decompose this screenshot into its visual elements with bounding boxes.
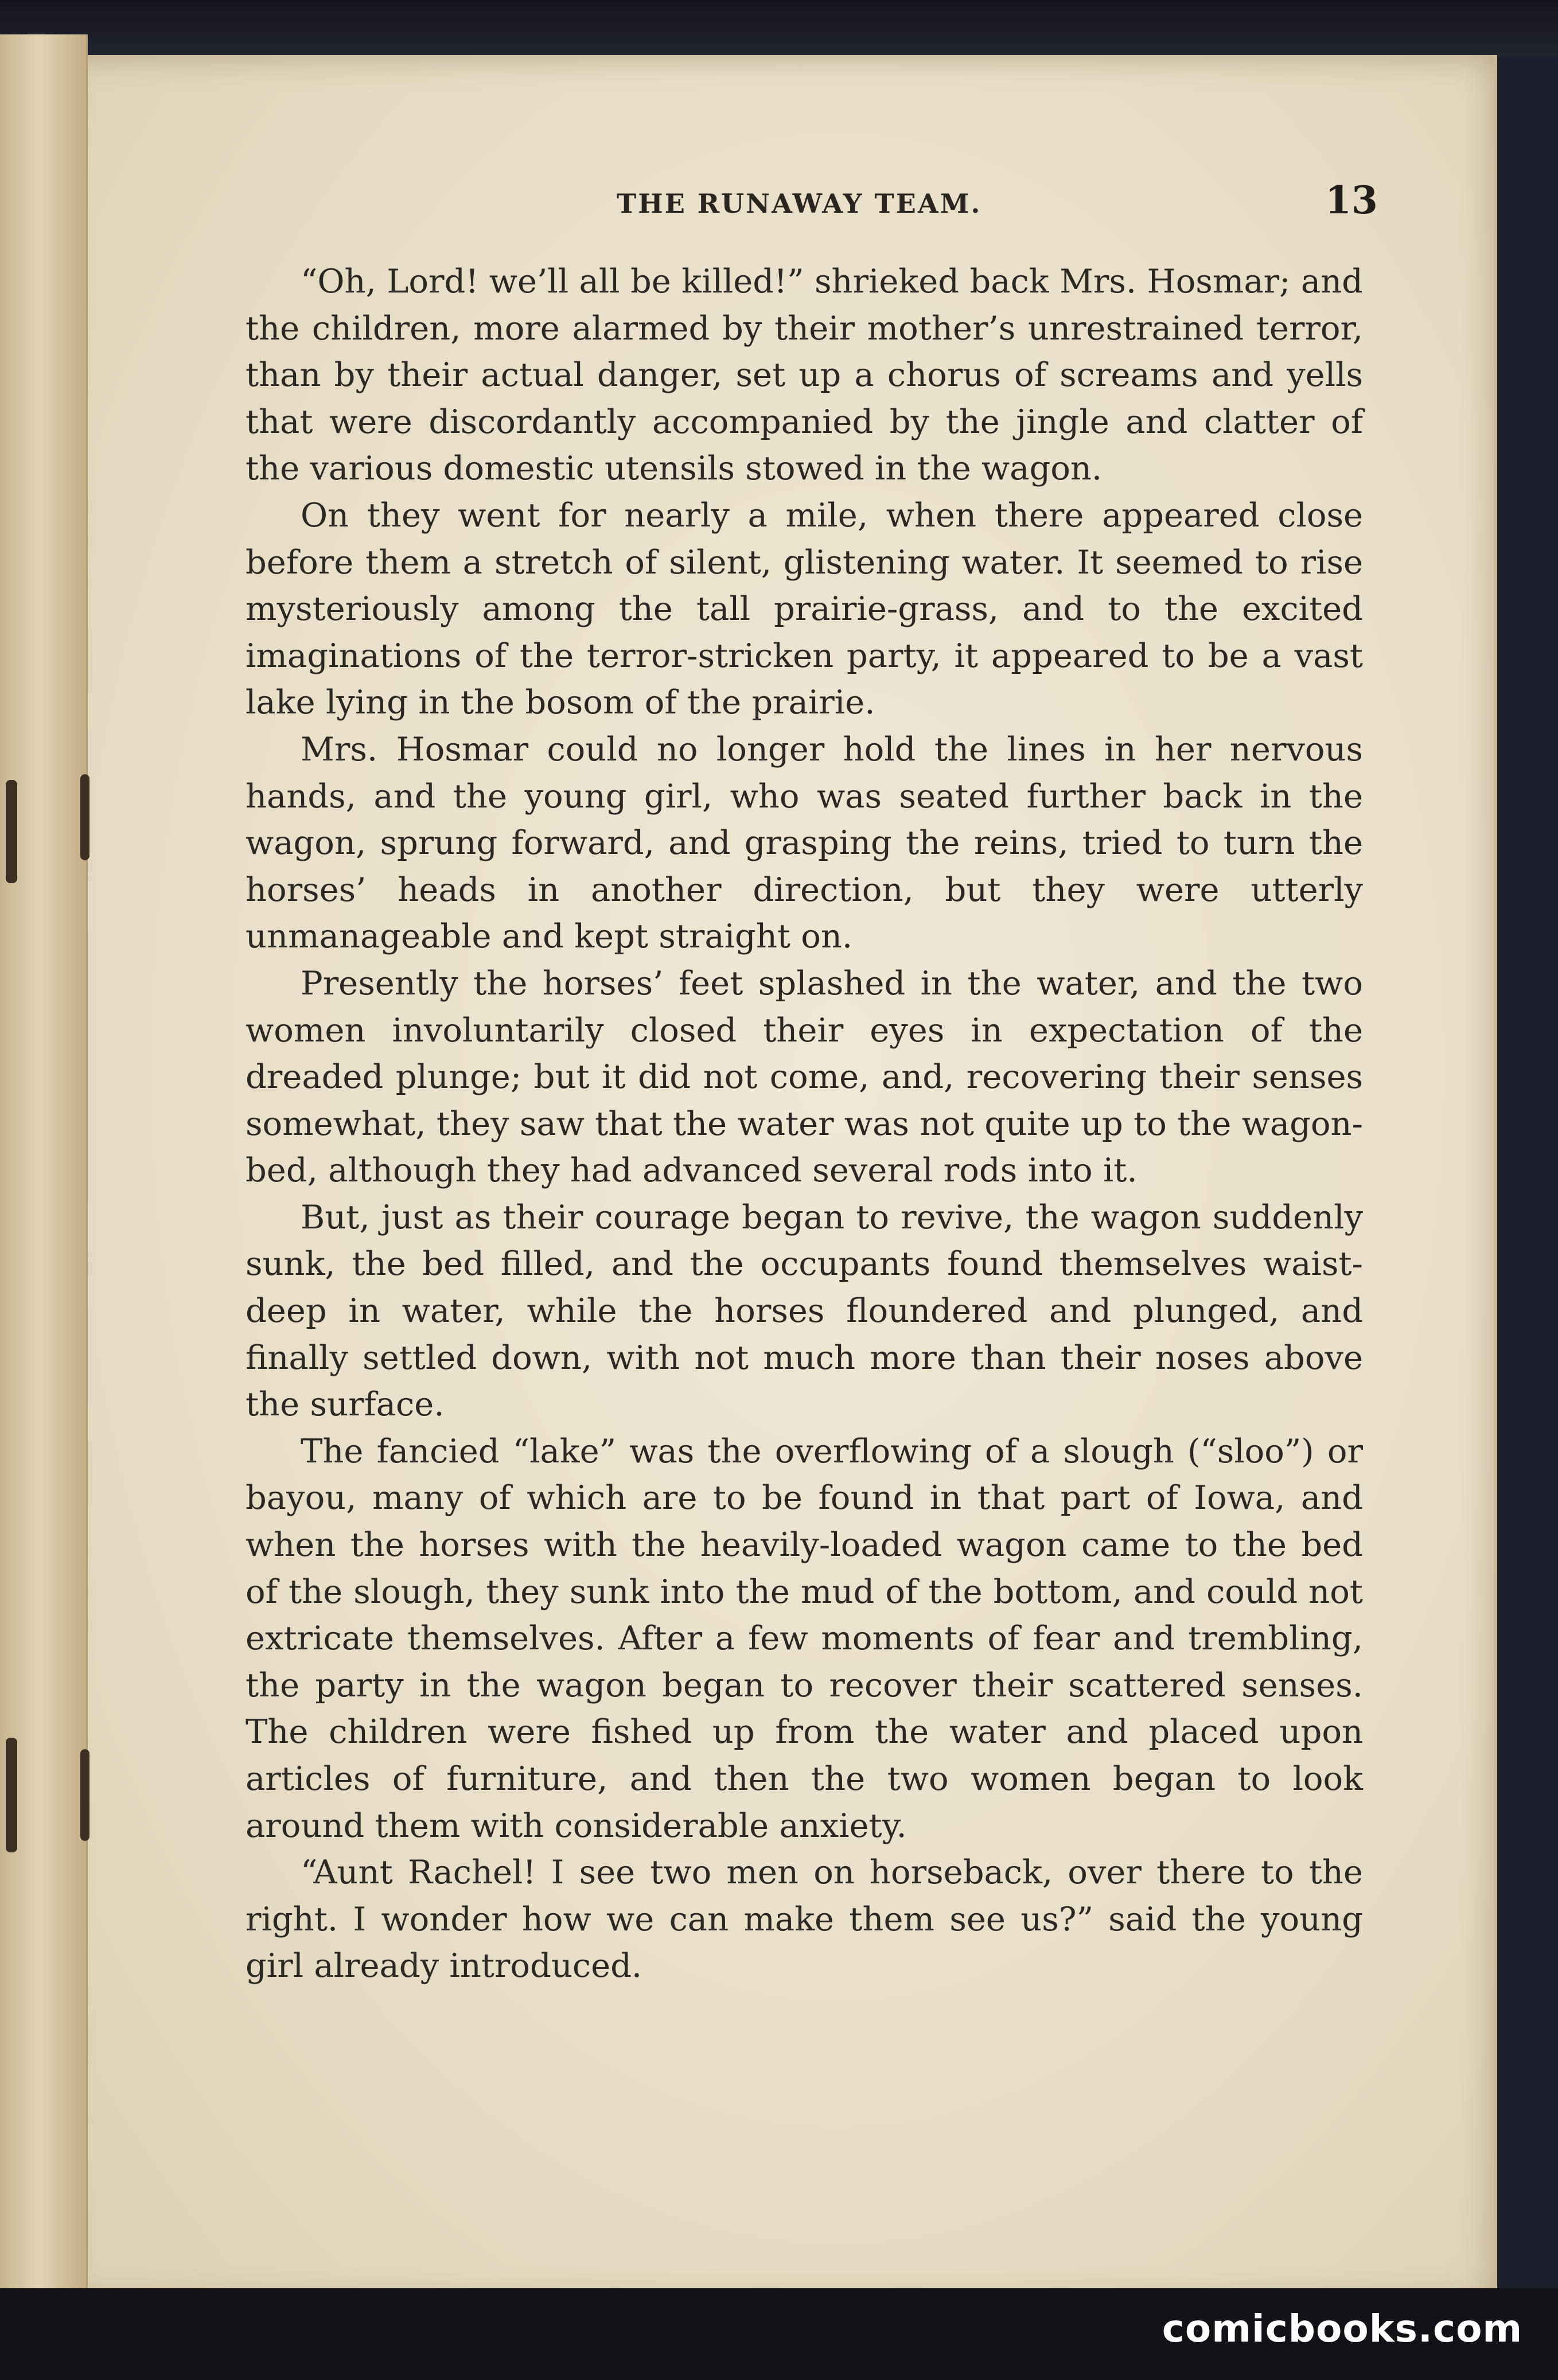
scan-top-edge: [0, 0, 1558, 57]
paragraph: Presently the horses’ feet splashed in the water, and the two women involuntarily closed their eyes in expectation of the dreaded plunge; but it did not come, and, recovering their senses somewhat, they saw that the water was not quite up to the wagon-bed, although they had advanced several rods into it.: [246, 963, 1363, 1190]
paragraph: “Aunt Rachel! I see two men on horseback, over there to the right. I wonder how we can make them see us?” said the young girl already introduced.: [246, 1853, 1363, 1985]
binding-stitch-icon: [6, 780, 17, 883]
binding-stitch-icon: [80, 774, 89, 860]
paragraph: “Oh, Lord! we’ll all be killed!” shrieked back Mrs. Hosmar; and the children, more alarmed by their mother’s unrestrained terror, than by their actual danger, set up a chorus of screams and yells that were discordantly accompanied by the jingle and clatter of the various domestic utensils stowed in the wagon.: [246, 262, 1363, 488]
paragraph: The fancied “lake” was the overflowing of a slough (“sloo”) or bayou, many of which are to be found in that part of Iowa, and when the horses with the heavily-loaded wagon came to the bed of the slough, they sunk into the mud of the bottom, and could not extricate themselves. After a few moments of fear and trembling, the party in the wagon began to recover their scattered senses. The children were fished up from the water and placed upon articles of furniture, and then the two women began to look around them with considerable anxiety.: [246, 1431, 1363, 1845]
paragraph: But, just as their courage began to revive, the wagon suddenly sunk, the bed filled, and the occupants found themselves waist-deep in water, while the horses floundered and plunged, and finally settled down, with not much more than their noses above the surface.: [246, 1197, 1363, 1424]
paragraph: On they went for nearly a mile, when there appeared close before them a stretch of silent, glistening water. It seemed to rise mysteriously among the tall prairie-grass, and to the excited imaginations of the terror-stricken party, it appeared to be a vast lake lying in the bosom of the prairie.: [246, 495, 1363, 722]
paragraph: Mrs. Hosmar could no longer hold the lines in her nervous hands, and the young girl, who was seated further back in the wagon, sprung forward, and grasping the reins, tried to turn the horses’ heads in another direction, but they were utterly unmanageable and kept straight on.: [246, 729, 1363, 956]
running-head: THE RUNAWAY TEAM.: [617, 188, 982, 219]
page-number: 13: [1325, 178, 1378, 223]
binding-stitch-icon: [6, 1738, 17, 1852]
book-spine: [0, 34, 88, 2305]
watermark: comicbooks.com: [1162, 2307, 1523, 2351]
binding-stitch-icon: [80, 1749, 89, 1841]
body-text: [246, 258, 1363, 1989]
